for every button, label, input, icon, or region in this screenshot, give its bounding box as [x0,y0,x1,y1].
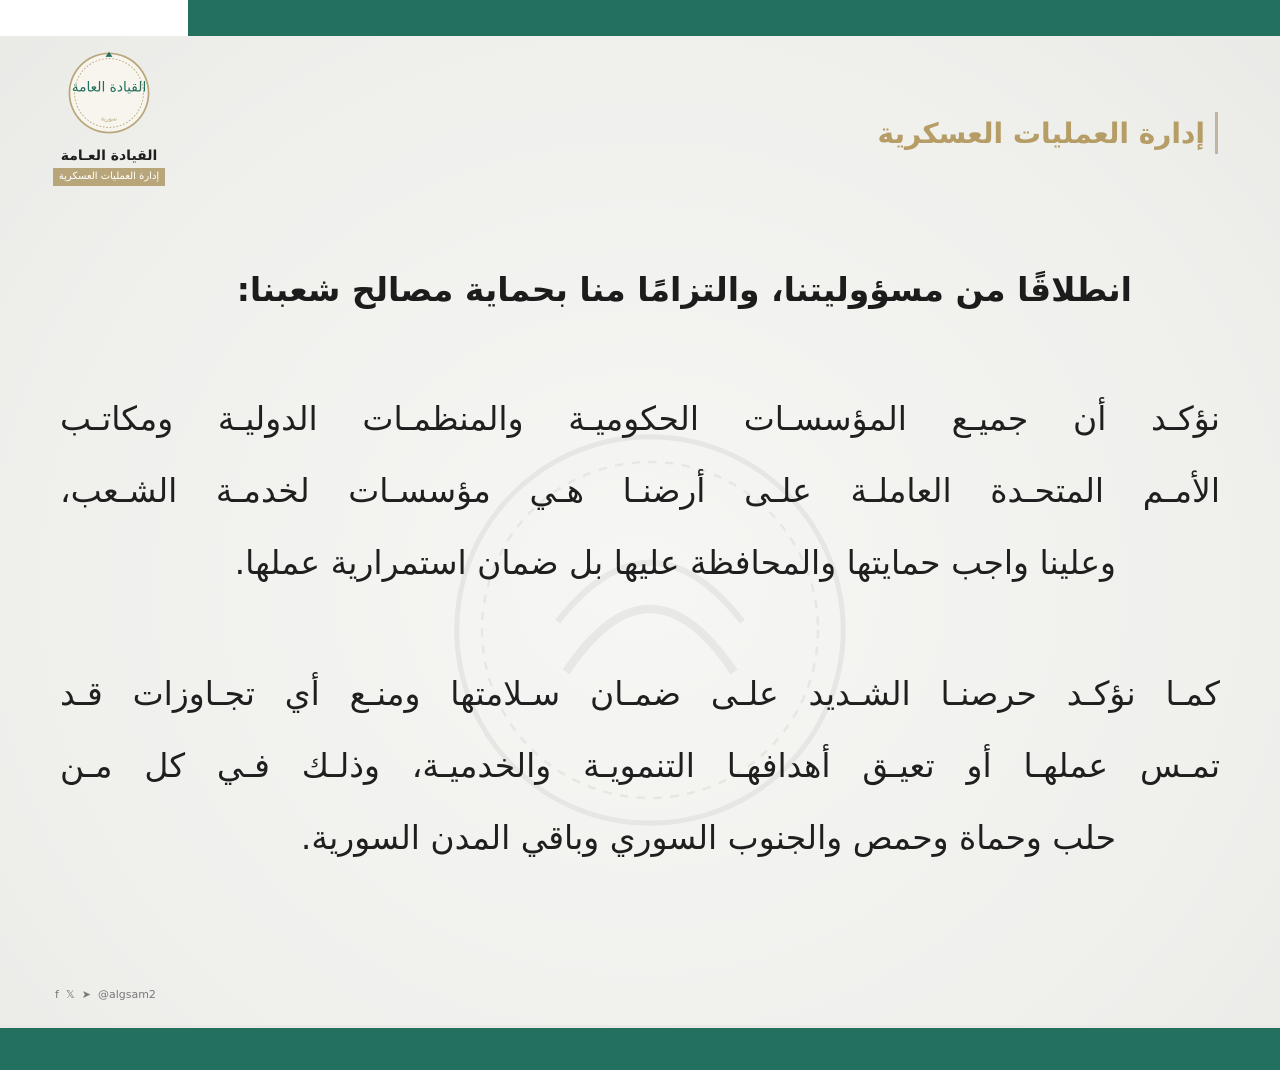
logo-subtitle: إدارة العمليات العسكرية [53,168,165,186]
paragraph-line: تمـس عملهـا أو تعيـق أهدافهـا التنمويـة والخدميـة، وذلـك فـي كل مـن [60,746,1220,785]
statement-paragraph-1 [60,383,1220,599]
social-links [55,988,156,1001]
statement-lead: انطلاقًا من مسؤوليتنا، والتزامًا منا بحماية مصالح شعبنا: [236,270,1132,309]
seal-icon [66,50,152,136]
department-heading [877,112,1218,154]
paragraph-line: الأمـم المتحـدة العاملـة علـى أرضنـا هـي مؤسسـات لخدمـة الشـعب، [60,471,1220,510]
logo-title: القيادة العـامة [60,148,158,164]
paragraph-line: حلب وحماة وحمص والجنوب السوري وباقي المدن السورية. [300,818,1116,857]
paragraph-line: كمـا نؤكـد حرصنـا الشـديد علـى ضمـان سـلامتها ومنـع أي تجـاوزات قـد [60,674,1220,713]
seal-bottom-text: سورية [101,115,117,123]
x-icon[interactable]: 𝕏 [65,988,75,1001]
facebook-icon[interactable]: f [55,988,59,1001]
department-title: إدارة العمليات العسكرية [877,116,1205,150]
seal-text: القيادة العامة [71,79,147,96]
statement-paragraph-2 [60,658,1220,874]
paragraph-line: وعلينا واجب حمايتها والمحافظة عليها بل ضمان استمرارية عملها. [234,543,1116,582]
paragraph-line: نؤكـد أن جميـع المؤسسـات الحكوميـة والمنظمـات الدوليـة ومكاتـب [60,399,1220,438]
top-corner [0,0,188,36]
bottom-green-bar [0,1028,1280,1070]
top-green-bar [188,0,1280,36]
brand-logo [50,50,168,186]
heading-accent-bar [1215,112,1218,154]
social-handle[interactable]: @algsam2 [97,988,156,1001]
telegram-icon[interactable]: ➤ [81,988,91,1001]
